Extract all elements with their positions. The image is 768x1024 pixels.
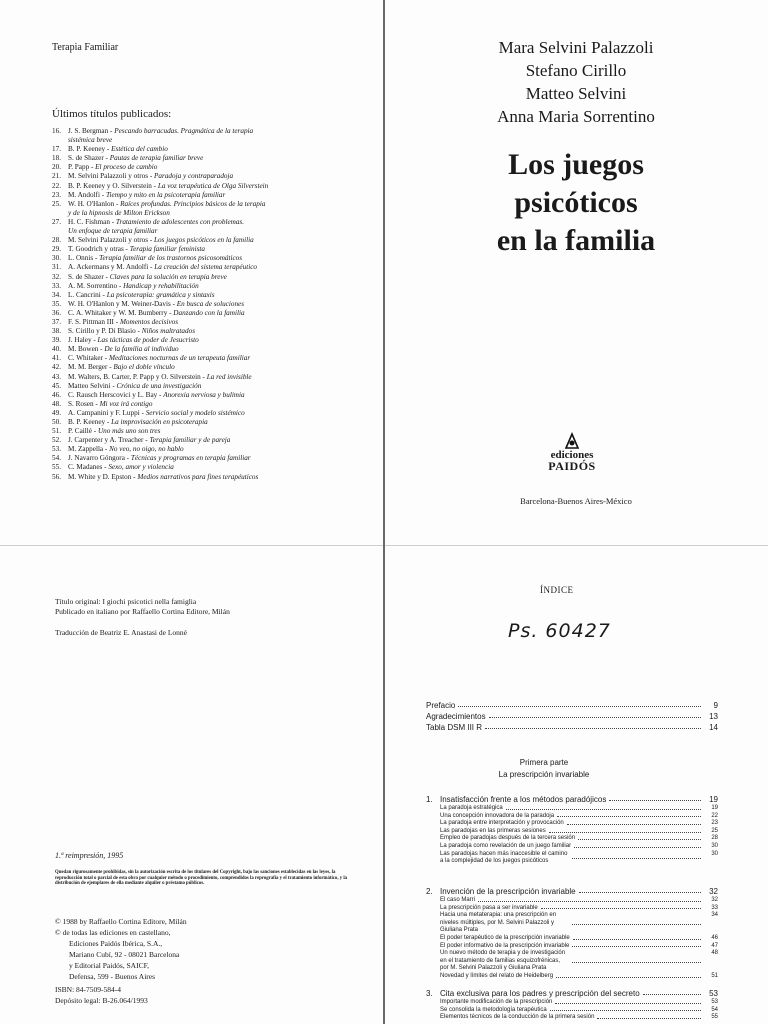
title-name: En busca de soluciones bbox=[176, 299, 245, 308]
title-entry bbox=[52, 409, 372, 418]
title-author: T. Goodrich y otras - bbox=[68, 245, 128, 254]
title-author: S. de Shazer - bbox=[68, 154, 108, 163]
toc-entry-label: Tabla DSM III R bbox=[426, 723, 483, 732]
title-number: 49. bbox=[52, 408, 61, 417]
toc-entry bbox=[426, 905, 718, 913]
book-title-line: Los juegos bbox=[508, 148, 644, 181]
title-number: 21. bbox=[52, 172, 61, 181]
latest-titles-list bbox=[52, 127, 372, 482]
toc-chapter bbox=[426, 788, 718, 866]
title-name: De la familia al individuo bbox=[104, 345, 179, 354]
title-name: Anorexia nerviosa y bulimia bbox=[163, 390, 245, 399]
title-entry bbox=[52, 291, 372, 300]
title-author: A. M. Sorrentino - bbox=[68, 281, 122, 290]
toc-entry-label: Agradecimientos bbox=[426, 712, 486, 721]
title-name: Mi voz irá contigo bbox=[99, 399, 153, 408]
toc-entry bbox=[426, 828, 718, 836]
title-entry bbox=[52, 154, 372, 163]
author-name: Matteo Selvini bbox=[525, 84, 627, 103]
title-author: Matteo Selvini - bbox=[68, 381, 115, 390]
title-number: 48. bbox=[52, 399, 61, 408]
toc-entry-label: Prefacio bbox=[426, 701, 456, 710]
title-author: C. Whitaker - bbox=[68, 354, 108, 363]
title-author: J. Navarro Góngora - bbox=[68, 454, 130, 463]
title-author: L. Cancrini - bbox=[68, 290, 105, 299]
title-author: P. Caillé - bbox=[68, 427, 97, 436]
toc-entry-label: Invención de la prescripción invariable bbox=[440, 887, 576, 896]
toc-entry bbox=[426, 935, 718, 943]
toc-page-number: 22 bbox=[711, 812, 718, 819]
title-entry bbox=[52, 400, 372, 409]
title-author: W. H. O'Hanlon y M. Weiner-Davis - bbox=[68, 299, 175, 308]
title-number: 51. bbox=[52, 427, 61, 436]
title-name: La creación del sistema terapéutico bbox=[154, 263, 257, 272]
page-fold bbox=[0, 545, 768, 546]
toc-entry-label: Cita exclusiva para los padres y prescripción del secreto bbox=[440, 989, 640, 998]
title-entry bbox=[52, 363, 372, 372]
author-name: Stefano Cirillo bbox=[525, 61, 627, 80]
toc-page-number: 32 bbox=[711, 897, 718, 903]
leader-dots bbox=[557, 815, 701, 817]
leader-dots bbox=[541, 907, 701, 909]
toc-page-number: 46 bbox=[711, 934, 718, 941]
latest-titles-heading: Últimos títulos publicados: bbox=[52, 108, 172, 120]
toc-page-number: 13 bbox=[709, 712, 718, 721]
toc-entry bbox=[426, 999, 718, 1007]
leader-dots bbox=[572, 945, 701, 947]
toc-entry-label: Importante modificación de la prescripción bbox=[440, 999, 553, 1005]
copyright-line: © de todas las ediciones en castellano, bbox=[55, 928, 171, 937]
toc-page-number: 30 bbox=[711, 850, 718, 857]
toc-entry bbox=[426, 1007, 718, 1015]
title-name: Claves para la solución en terapia breve bbox=[109, 272, 227, 281]
title-name: La red invisible bbox=[206, 372, 252, 381]
publisher-name: PAIDÓS bbox=[548, 459, 596, 473]
toc-entry-label: La paradoja entre interpretación y provocación bbox=[440, 820, 564, 827]
title-author: B. P. Keeney y O. Silverstein - bbox=[68, 181, 157, 190]
handwritten-shelfmark: Ps. 60427 bbox=[508, 620, 611, 642]
title-name: Servicio social y modelo sistémico bbox=[145, 408, 245, 417]
title-entry bbox=[52, 200, 372, 209]
title-number: 27. bbox=[52, 217, 61, 226]
title-number: 32. bbox=[52, 272, 61, 281]
title-number: 29. bbox=[52, 245, 61, 254]
leader-dots bbox=[573, 938, 701, 940]
author-name: Anna Maria Sorrentino bbox=[497, 107, 655, 126]
title-entry bbox=[52, 300, 372, 309]
copyright-line: y Editorial Paidós, SAICF, bbox=[69, 961, 150, 970]
title-number: 41. bbox=[52, 354, 61, 363]
title-author: S. Cirillo y P. Di Blasio - bbox=[68, 327, 140, 336]
title-entry bbox=[52, 172, 372, 181]
title-number: 36. bbox=[52, 308, 61, 317]
title-name: Terapia familiar feminista bbox=[129, 245, 205, 254]
toc-entry-label: Las paradojas hacen más inaccesible el camino a la complejidad de los juegos psicóticos bbox=[440, 850, 568, 865]
copyright-block bbox=[55, 916, 187, 982]
toc-page-number: 55 bbox=[711, 1014, 718, 1021]
title-name: Handicap y rehabilitación bbox=[123, 281, 199, 290]
toc-page-number: 28 bbox=[711, 835, 718, 842]
toc-entry-label: El caso Marri bbox=[440, 897, 476, 903]
toc-entry bbox=[426, 851, 718, 866]
title-number: 20. bbox=[52, 163, 61, 172]
title-entry bbox=[52, 245, 372, 254]
toc-page-number: 34 bbox=[711, 912, 718, 919]
toc-page-number: 9 bbox=[713, 701, 718, 710]
leader-dots bbox=[579, 891, 701, 893]
toc-entry-label: El poder informativo de la prescripción invariable bbox=[440, 942, 570, 949]
title-entry-continued: Un enfoque de terapia familiar bbox=[68, 227, 158, 236]
toc-entry-label: Empleo de paradojas después de la tercera sesión bbox=[440, 835, 576, 842]
title-number: 18. bbox=[52, 154, 61, 163]
reprint-note: 1.ª reimpresión, 1995 bbox=[55, 851, 124, 860]
title-number: 23. bbox=[52, 190, 61, 199]
title-entry bbox=[52, 309, 372, 318]
book-title bbox=[384, 146, 768, 260]
toc-entry bbox=[426, 722, 718, 733]
toc-page-number: 53 bbox=[711, 999, 718, 1005]
toc-entry bbox=[426, 835, 718, 843]
title-entry bbox=[52, 318, 372, 327]
toc-page-number: 19 bbox=[709, 795, 718, 804]
leader-dots bbox=[550, 1009, 701, 1011]
translation-credit: Traducción de Beatriz E. Anastasi de Lonné bbox=[55, 628, 187, 637]
title-entry bbox=[52, 163, 372, 172]
toc-entry-label: Elementos técnicos de la conducción de la primera sesión bbox=[440, 1014, 595, 1021]
title-number: 50. bbox=[52, 418, 61, 426]
toc-page-number: 48 bbox=[711, 950, 718, 957]
title-author: M. Walters, B. Carter, P. Papp y O. Silverstein - bbox=[68, 372, 205, 381]
part-title: La prescripción invariable bbox=[498, 770, 590, 779]
title-name: Tiempo y mito en la psicoterapia familiar bbox=[105, 190, 226, 199]
title-entry bbox=[52, 391, 372, 400]
title-name: Medios narrativos para fines terapéuticos bbox=[137, 472, 259, 481]
title-entry-continued: y de la hipnosis de Milton Erickson bbox=[68, 208, 170, 217]
toc-entry bbox=[426, 912, 718, 935]
leader-dots bbox=[597, 1017, 701, 1019]
publisher-cities: Barcelona-Buenos Aires-México bbox=[520, 496, 632, 506]
copyright-line: Defensa, 599 - Buenos Aires bbox=[69, 972, 156, 981]
toc-entry-label: La prescripción pasa a ser invariable bbox=[440, 904, 538, 911]
toc-entry bbox=[426, 843, 718, 851]
title-name: Los juegos psicóticos en la familia bbox=[154, 236, 254, 245]
title-author: W. H. O'Hanlon - bbox=[68, 199, 119, 208]
title-number: 54. bbox=[52, 454, 61, 463]
title-entry bbox=[52, 382, 372, 391]
title-author: M. Selvini Palazzoli y otros - bbox=[68, 172, 153, 181]
toc-entry bbox=[426, 711, 718, 722]
toc-page-number: 25 bbox=[711, 827, 718, 834]
title-name: La improvisación en psicoterapia bbox=[111, 418, 208, 426]
title-entry bbox=[52, 473, 372, 482]
toc-entry bbox=[426, 813, 718, 821]
title-entry bbox=[52, 282, 372, 291]
title-number: 38. bbox=[52, 327, 61, 336]
title-author: M. Zappella - bbox=[68, 445, 108, 454]
title-entry bbox=[52, 463, 372, 472]
title-entry bbox=[52, 263, 372, 272]
title-name: Crónica de una investigación bbox=[116, 381, 202, 390]
authors-block bbox=[384, 36, 768, 128]
toc-entry bbox=[426, 700, 718, 711]
title-number: 30. bbox=[52, 254, 61, 263]
toc-entry bbox=[426, 820, 718, 828]
isbn: ISBN: 84-7509-584-4 bbox=[55, 985, 122, 994]
title-entry bbox=[52, 418, 372, 427]
toc-entry bbox=[426, 943, 718, 951]
title-name: Tratamiento de adolescentes con problemas. bbox=[115, 217, 245, 226]
title-number: 55. bbox=[52, 463, 61, 472]
leader-dots bbox=[572, 923, 701, 925]
title-name: La voz terapéutica de Olga Silverstein bbox=[157, 181, 269, 190]
title-name: Pautas de terapia familiar breve bbox=[109, 154, 204, 163]
title-number: 40. bbox=[52, 345, 61, 354]
title-entry bbox=[52, 127, 372, 136]
leader-dots bbox=[567, 823, 701, 825]
title-number: 53. bbox=[52, 445, 61, 454]
page-gutter bbox=[383, 0, 385, 1024]
book-title-line: en la familia bbox=[496, 224, 656, 257]
title-number: 45. bbox=[52, 381, 61, 390]
toc-entry bbox=[426, 950, 718, 973]
title-number: 17. bbox=[52, 145, 61, 154]
title-author: M. Selvini Palazzoli y otros - bbox=[68, 236, 153, 245]
title-author: C. A. Whitaker y W. M. Bumberry - bbox=[68, 308, 172, 317]
toc-chapter bbox=[426, 982, 718, 1022]
index-heading: ÍNDICE bbox=[540, 585, 574, 595]
title-name: Terapia familiar y de pareja bbox=[149, 436, 231, 445]
title-name: Técnicas y programas en terapia familiar bbox=[130, 454, 251, 463]
title-author: J. S. Bergman - bbox=[68, 127, 113, 135]
title-number: 39. bbox=[52, 336, 61, 345]
title-name: Estética del cambio bbox=[111, 145, 168, 154]
title-author: J. Haley - bbox=[68, 336, 96, 345]
leader-dots bbox=[485, 727, 701, 729]
title-entry bbox=[52, 218, 372, 227]
title-name: Uno más uno son tres bbox=[97, 427, 161, 436]
toc-page-number: 14 bbox=[709, 723, 718, 732]
title-number: 35. bbox=[52, 299, 61, 308]
title-entry bbox=[52, 427, 372, 436]
title-author: L. Onnis - bbox=[68, 254, 98, 263]
toc-page-number: 30 bbox=[711, 842, 718, 849]
leader-dots bbox=[572, 857, 701, 859]
title-number: 34. bbox=[52, 290, 61, 299]
title-entry bbox=[52, 454, 372, 463]
original-title: Título original: I giochi psicotici nella famiglia bbox=[55, 597, 197, 606]
page-title-page bbox=[384, 0, 768, 512]
toc-page-number: 53 bbox=[709, 989, 718, 998]
toc-page-number: 33 bbox=[711, 904, 718, 911]
title-entry bbox=[52, 445, 372, 454]
series-name: Terapia Familiar bbox=[52, 42, 119, 53]
chapter-number: 3. bbox=[426, 989, 433, 998]
toc-entry bbox=[426, 897, 718, 905]
copyright-line: © 1988 by Raffaello Cortina Editore, Milán bbox=[55, 917, 187, 926]
toc-entry-label: Hacia una metaterapia: una prescripción en niveles múltiples, por M. Selvini Palazzoli y Giuliana Prata bbox=[440, 912, 557, 934]
title-number: 25. bbox=[52, 199, 61, 208]
title-name: Sexo, amor y violencia bbox=[108, 463, 174, 472]
title-entry bbox=[52, 191, 372, 200]
title-author: M. White y D. Epston - bbox=[68, 472, 136, 481]
isbn-block bbox=[55, 984, 148, 1006]
title-author: H. C. Fishman - bbox=[68, 217, 115, 226]
title-author: M. Bowen - bbox=[68, 345, 103, 354]
title-entry-continued: sistémica breve bbox=[68, 136, 113, 145]
toc-entry-label: Una concepción innovadora de la paradoja bbox=[440, 812, 555, 819]
toc-page-number: 19 bbox=[711, 805, 718, 811]
title-author: F. S. Pittman III - bbox=[68, 317, 119, 326]
title-name: Niños maltratados bbox=[141, 327, 196, 336]
publisher-logo bbox=[537, 432, 607, 472]
title-number: 43. bbox=[52, 372, 61, 381]
title-number: 56. bbox=[52, 472, 61, 481]
leader-dots bbox=[556, 976, 701, 978]
toc-page-number: 32 bbox=[709, 887, 718, 896]
title-entry bbox=[52, 182, 372, 191]
leader-dots bbox=[572, 961, 701, 963]
title-author: M. M. Berger - bbox=[68, 363, 112, 372]
page-series-list bbox=[0, 0, 384, 512]
title-name: Meditaciones nocturnas de un terapeuta familiar bbox=[108, 354, 251, 363]
toc-entry-label: Novedad y límites del relato de Heidelberg bbox=[440, 972, 554, 979]
toc-page-number: 51 bbox=[711, 972, 718, 979]
toc-page-number: 23 bbox=[711, 820, 718, 827]
leader-dots bbox=[555, 1002, 701, 1004]
title-author: S. Rosen - bbox=[68, 399, 98, 408]
toc-entry-label: Las paradojas en las primeras sesiones bbox=[440, 827, 546, 834]
title-name: La psicoterapia: gramática y sintaxis bbox=[106, 290, 215, 299]
toc-entry bbox=[426, 794, 718, 805]
toc-page-number: 47 bbox=[711, 942, 718, 949]
title-entry bbox=[52, 327, 372, 336]
leader-dots bbox=[643, 993, 701, 995]
title-author: B. P. Keeney - bbox=[68, 418, 110, 426]
title-number: 16. bbox=[52, 127, 61, 135]
toc-chapter bbox=[426, 880, 718, 981]
title-entry bbox=[52, 354, 372, 363]
title-name: Terapia familiar de los trastornos psicosomáticos bbox=[99, 254, 243, 263]
title-entry bbox=[52, 373, 372, 382]
legal-deposit: Depósito legal: B-26.064/1993 bbox=[55, 996, 148, 1005]
leader-dots bbox=[609, 799, 701, 801]
copyright-line: Ediciones Paidós Ibérica, S.A., bbox=[69, 939, 163, 948]
title-number: 31. bbox=[52, 263, 61, 272]
leader-dots bbox=[578, 838, 701, 840]
title-entry bbox=[52, 273, 372, 282]
title-author: A. Ackermans y M. Andolfi - bbox=[68, 263, 153, 272]
title-entry bbox=[52, 145, 372, 154]
title-entry bbox=[52, 236, 372, 245]
title-name: Danzando con la familia bbox=[173, 308, 245, 317]
copyright-line: Mariano Cubí, 92 - 08021 Barcelona bbox=[69, 950, 180, 959]
title-author: C. Madanes - bbox=[68, 463, 107, 472]
toc-entry-label: Insatisfacción frente a los métodos paradójicos bbox=[440, 795, 607, 804]
toc-entry-label: Un nuevo método de terapia y de investigación en el tratamiento de familias esquizofrénicas, por M. Selvini Palazzoli y Giuliana Prata bbox=[440, 950, 566, 972]
title-name: El proceso de cambio bbox=[95, 163, 158, 172]
title-author: S. de Shazer - bbox=[68, 272, 108, 281]
published-by: Publicado en italiano por Raffaello Cortina Editore, Milán bbox=[55, 607, 230, 616]
leader-dots bbox=[458, 705, 701, 707]
title-number: 46. bbox=[52, 390, 61, 399]
title-number: 28. bbox=[52, 236, 61, 245]
title-name: No veo, no oigo, no hablo bbox=[109, 445, 184, 454]
chapter-number: 2. bbox=[426, 887, 433, 896]
toc-entry bbox=[426, 973, 718, 981]
title-number: 42. bbox=[52, 363, 61, 372]
title-entry bbox=[52, 345, 372, 354]
legal-notice: Quedan rigurosamente prohibidas, sin la autorización escrita de los titulares del Copyright, bajo las sanciones establecidas en las leyes, la reproducción total o parcial de esta obra por cualquier método o procedimiento, comprendidos la reprografía y el tratamiento informático, y la distribución de ejemplares de ella mediante alquiler o préstamo públicos. bbox=[55, 870, 348, 887]
toc-entry bbox=[426, 805, 718, 813]
title-author: B. P. Keeney - bbox=[68, 145, 110, 154]
leader-dots bbox=[506, 808, 701, 810]
leader-dots bbox=[489, 716, 701, 718]
title-name: Bajo el doble vínculo bbox=[113, 363, 175, 372]
toc-entry-label: Se consolida la metodología terapéutica bbox=[440, 1006, 547, 1013]
title-name: Momentos decisivos bbox=[119, 317, 179, 326]
toc-entry-label: El poder terapéutico de la prescripción invariable bbox=[440, 934, 570, 941]
title-name: Pescando barracudas. Pragmática de la terapia bbox=[114, 127, 254, 135]
toc-entry-label: La paradoja como revelación de un juego familiar bbox=[440, 842, 572, 849]
chapter-number: 1. bbox=[426, 795, 433, 804]
title-name: Paradoja y contraparadoja bbox=[154, 172, 234, 181]
book-title-line: psicóticos bbox=[514, 186, 638, 219]
title-author: M. Andolfi - bbox=[68, 190, 105, 199]
title-entry bbox=[52, 336, 372, 345]
title-author: P. Papp - bbox=[68, 163, 94, 172]
part-label: Primera parte bbox=[519, 758, 569, 767]
title-number: 22. bbox=[52, 181, 61, 190]
publisher-name-small: ediciones bbox=[550, 449, 594, 461]
title-entry bbox=[52, 436, 372, 445]
title-number: 37. bbox=[52, 317, 61, 326]
title-name: Raíces profundas. Principios básicos de la terapia bbox=[120, 199, 266, 208]
title-number: 33. bbox=[52, 281, 61, 290]
toc-entry bbox=[426, 886, 718, 897]
title-author: J. Carpenter y A. Treacher - bbox=[68, 436, 148, 445]
title-author: A. Campanini y F. Luppi - bbox=[68, 408, 144, 417]
leader-dots bbox=[549, 831, 701, 833]
author-name: Mara Selvini Palazzoli bbox=[498, 38, 654, 57]
paidos-emblem-icon bbox=[562, 432, 582, 450]
title-entry bbox=[52, 254, 372, 263]
title-name: Las tácticas de poder de Jesucristo bbox=[97, 336, 199, 345]
title-number: 52. bbox=[52, 436, 61, 445]
leader-dots bbox=[478, 900, 701, 902]
toc-entry-label: La paradoja estratégica bbox=[440, 805, 503, 811]
leader-dots bbox=[574, 846, 701, 848]
toc-entry bbox=[426, 1014, 718, 1022]
toc-page-number: 54 bbox=[711, 1006, 718, 1013]
toc-entry bbox=[426, 988, 718, 999]
title-author: C. Rausch Herscovici y L. Bay - bbox=[68, 390, 162, 399]
toc-front-matter bbox=[426, 700, 718, 733]
